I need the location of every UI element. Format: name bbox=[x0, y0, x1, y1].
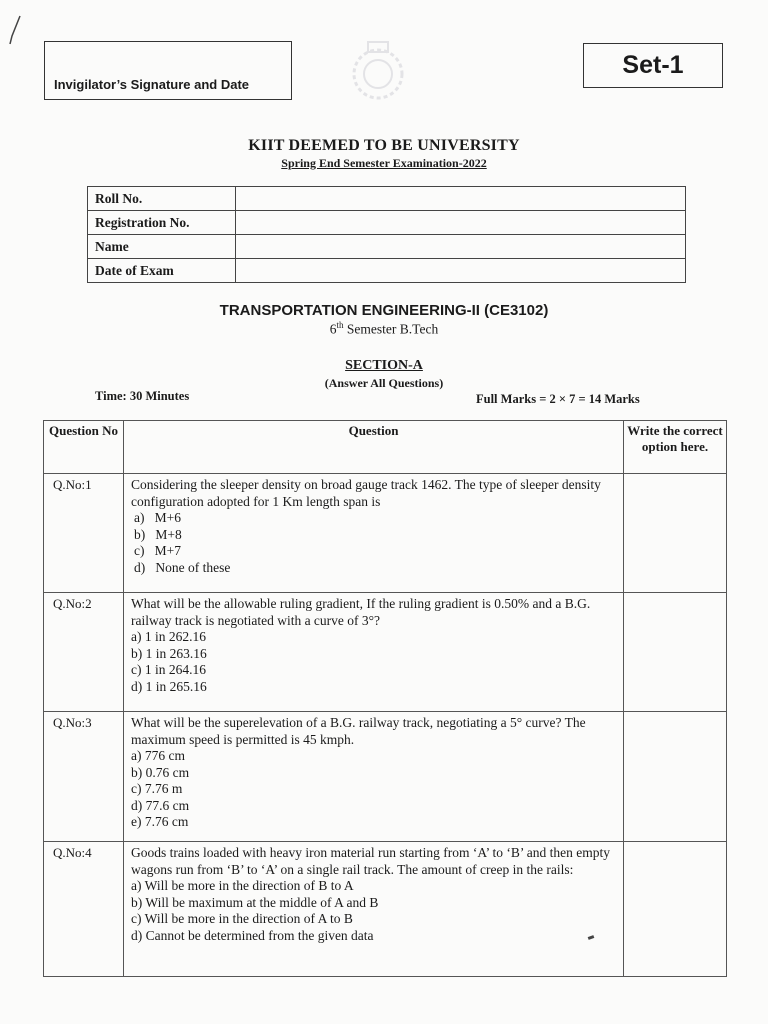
question-number: Q.No:4 bbox=[44, 842, 124, 977]
option: d) 77.6 cm bbox=[131, 797, 190, 813]
option: b) M+8 bbox=[134, 526, 182, 542]
option: c) Will be more in the direction of A to B bbox=[131, 911, 353, 926]
option: b) 0.76 cm bbox=[131, 764, 190, 780]
exam-title: Spring End Semester Examination-2022 bbox=[281, 156, 487, 170]
question-row bbox=[44, 474, 727, 593]
option: c) 1 in 264.16 bbox=[131, 662, 206, 677]
answer-field[interactable] bbox=[624, 842, 727, 977]
info-value-field[interactable] bbox=[236, 235, 686, 259]
question-cell bbox=[124, 593, 624, 712]
info-value-field[interactable] bbox=[236, 211, 686, 235]
option: b) 1 in 263.16 bbox=[131, 645, 207, 661]
question-number: Q.No:1 bbox=[44, 474, 124, 593]
info-row bbox=[88, 235, 686, 259]
question-text: Considering the sleeper density on broad gauge track 1462. The type of sleeper density configuration adopted for 1 Km length span is bbox=[131, 477, 601, 509]
option: a) Will be more in the direction of B to A bbox=[131, 878, 354, 893]
option: c) M+7 bbox=[134, 543, 181, 558]
header-question: Question bbox=[124, 421, 624, 474]
header-answer: Write the correct option here. bbox=[624, 421, 727, 474]
semester-suffix: th bbox=[336, 320, 344, 330]
section-instruction: (Answer All Questions) bbox=[324, 376, 444, 390]
answer-field[interactable] bbox=[624, 712, 727, 842]
option: a) M+6 bbox=[134, 510, 181, 525]
invigilator-label: Invigilator’s Signature and Date bbox=[54, 77, 250, 92]
info-label: Name bbox=[88, 235, 236, 259]
info-row bbox=[88, 187, 686, 211]
info-label: Date of Exam bbox=[88, 259, 236, 283]
set-label-box: Set-1 bbox=[583, 43, 723, 88]
option: d) 1 in 265.16 bbox=[131, 678, 207, 694]
pen-stroke-mark bbox=[6, 14, 22, 46]
option: b) Will be maximum at the middle of A and B bbox=[131, 894, 379, 910]
student-info-table bbox=[87, 186, 686, 283]
university-name: KIIT DEEMED TO BE UNIVERSITY bbox=[248, 137, 520, 154]
table-header-row bbox=[44, 421, 727, 474]
semester-number: 6 bbox=[329, 321, 337, 337]
option: d) None of these bbox=[134, 559, 231, 575]
subject-title: TRANSPORTATION ENGINEERING-II (CE3102) bbox=[219, 302, 549, 319]
semester-line bbox=[0, 320, 768, 338]
option: c) 7.76 m bbox=[131, 781, 183, 796]
info-row bbox=[88, 211, 686, 235]
question-row bbox=[44, 593, 727, 712]
question-row bbox=[44, 842, 727, 977]
info-value-field[interactable] bbox=[236, 187, 686, 211]
question-text: What will be the superelevation of a B.G. railway track, negotiating a 5° curve? The maximum speed is permitted is 45 kmph. bbox=[131, 715, 586, 747]
question-cell bbox=[124, 842, 624, 977]
option: a) 1 in 262.16 bbox=[131, 629, 206, 644]
option: e) 7.76 cm bbox=[131, 814, 189, 829]
option: a) 776 cm bbox=[131, 748, 185, 763]
full-marks: Full Marks = 2 × 7 = 14 Marks bbox=[476, 392, 640, 406]
time-allowed: Time: 30 Minutes bbox=[95, 389, 190, 403]
answer-field[interactable] bbox=[624, 593, 727, 712]
invigilator-signature-box bbox=[44, 41, 292, 100]
question-cell bbox=[124, 474, 624, 593]
section-heading: SECTION-A bbox=[345, 358, 423, 373]
question-row bbox=[44, 712, 727, 842]
option: d) Cannot be determined from the given data bbox=[131, 927, 374, 943]
question-number: Q.No:3 bbox=[44, 712, 124, 842]
info-label: Roll No. bbox=[88, 187, 236, 211]
semester-text: Semester B.Tech bbox=[343, 321, 439, 337]
questions-table bbox=[43, 420, 727, 977]
question-text: What will be the allowable ruling gradient, If the ruling gradient is 0.50% and a B.G. railway track is negotiated with a curve of 3°? bbox=[131, 596, 591, 628]
university-seal-watermark-icon bbox=[338, 40, 418, 104]
info-row bbox=[88, 259, 686, 283]
info-label: Registration No. bbox=[88, 211, 236, 235]
question-text: Goods trains loaded with heavy iron material run starting from ‘A’ to ‘B’ and then empty wagons run from ‘B’ to ‘A’ on a single rail track. The amount of creep in the rails: bbox=[131, 845, 611, 877]
header-question-no: Question No bbox=[44, 421, 124, 474]
question-cell bbox=[124, 712, 624, 842]
info-value-field[interactable] bbox=[236, 259, 686, 283]
answer-field[interactable] bbox=[624, 474, 727, 593]
question-number: Q.No:2 bbox=[44, 593, 124, 712]
